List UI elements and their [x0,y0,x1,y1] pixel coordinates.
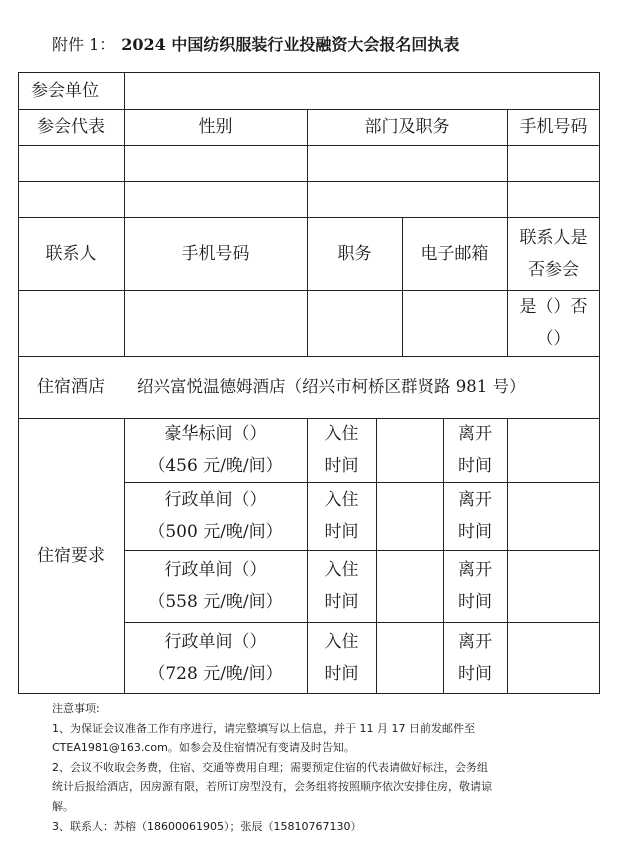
room-price: （500 元/晚/间） [148,522,283,542]
email-header: 电子邮箱 [420,243,489,264]
checkout-label: 离开 时间 [458,490,492,542]
checkout-label: 离开 时间 [458,632,492,684]
notes-heading: 注意事项: [52,702,100,715]
checkout-input[interactable] [507,550,600,622]
hotel-name: 绍兴富悦温德姆酒店（绍兴市柯桥区群贤路 981 号） [137,377,526,396]
checkin-input[interactable] [376,418,443,482]
contact-attend-choice[interactable] [507,290,600,356]
checkin-input[interactable] [376,622,443,694]
checkin-input[interactable] [376,482,443,550]
checkin-label: 入住 时间 [324,490,359,542]
checkout-input[interactable] [507,482,600,550]
room-option[interactable] [124,482,307,550]
room-name: 行政单间（） [164,632,267,652]
unit-input[interactable] [124,72,600,109]
note-item-1a: 1、为保证会议准备工作有序进行，请完整填写以上信息，并于 11 月 17 日前发邮件至 [52,721,475,735]
yes-no-line2: （） [536,329,571,349]
form-title: 2024 中国纺织服装行业投融资大会报名回执表 [121,35,460,54]
contact-attend-line1: 联系人是 [519,227,588,248]
dept-header: 部门及职务 [364,117,450,137]
room-name: 豪华标间（） [164,424,267,444]
room-price: （456 元/晚/间） [148,456,283,476]
page-title [52,32,459,55]
rep-label: 参会代表 [37,117,105,137]
rep-row-2[interactable] [18,181,600,217]
checkout-input[interactable] [507,622,600,694]
room-name: 行政单间（） [164,490,267,510]
checkin-label: 入住 时间 [324,560,359,612]
checkout-label: 离开 时间 [458,560,492,612]
room-name: 行政单间（） [164,560,267,580]
yes-no-line1: 是（）否 [519,297,588,317]
checkout-input[interactable] [507,418,600,482]
note-item-3: 3、联系人：苏榕（18600061905）；张辰（15810767130） [52,819,362,833]
room-option[interactable] [124,418,307,482]
checkout-label: 离开 时间 [458,424,492,476]
unit-label: 参会单位 [31,80,99,101]
contact-attend-line2: 否参会 [528,259,579,280]
gender-header: 性别 [198,117,233,137]
stay-label: 住宿要求 [37,546,105,566]
room-option[interactable] [124,550,307,622]
room-price: （558 元/晚/间） [148,592,283,612]
checkin-label: 入住 时间 [324,424,359,476]
registration-form [18,72,600,694]
room-price: （728 元/晚/间） [148,664,283,684]
contact-label: 联系人 [45,243,97,264]
attachment-prefix: 附件 1： [52,35,116,54]
room-option[interactable] [124,622,307,694]
note-item-1b: CTEA1981@163.com。如参会及住宿情况有变请及时告知。 [52,741,355,755]
checkin-label: 入住 时间 [324,632,359,684]
notes-section [52,699,592,836]
checkin-input[interactable] [376,550,443,622]
note-item-2a: 2、会议不收取会务费，住宿、交通等费用自理；需要预定住宿的代表请做好标注，会务组 [52,760,488,774]
note-item-2c: 解。 [52,799,74,813]
hotel-label: 住宿酒店 [37,377,105,397]
phone-header: 手机号码 [519,117,588,137]
position-header: 职务 [337,243,372,264]
rep-row-1[interactable] [18,145,600,181]
contact-phone-header: 手机号码 [181,243,250,264]
note-item-2b: 统计后报给酒店，因房源有限，若所订房型没有，会务组将按照顺序依次安排住房，敬请谅 [52,780,492,794]
contact-attend-header [507,217,600,290]
